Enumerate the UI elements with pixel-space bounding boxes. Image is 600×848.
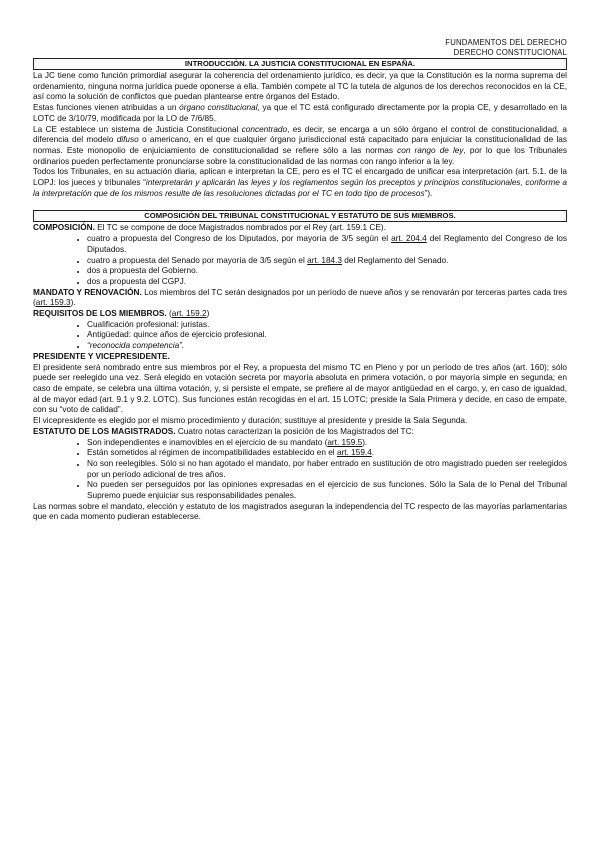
vicepresidente-paragraph: El vicepresidente es elegido por el mismo procedimiento y duración; sustituye al presidente y preside la Sala Segunda. — [33, 416, 468, 426]
intro-paragraph-1: La JC tiene como función primordial asegurar la coherencia del ordenamiento jurídico, es decir, ya que la Constitución es la norma suprema del ordenamiento, ninguna norma jurídica puede oponerse a ella. También compete al TC la tutela de algunos de los derechos reconocidos en la CE, así como la solución de conflictos que puedan plantearse entre órganos del Estado. — [33, 71, 567, 102]
estatuto-heading: ESTATUTO DE LOS MAGISTRADOS. Cuatro notas caracterizan la posición de los Magistrados del TC: — [33, 426, 414, 436]
article-link[interactable]: art. 159.3 — [35, 298, 71, 308]
section-title-introduccion: INTRODUCCIÓN. LA JUSTICIA CONSTITUCIONAL EN ESPAÑA. — [33, 58, 567, 70]
closing-paragraph: Las normas sobre el mandato, elección y estatuto de los magistrados aseguran la independencia del TC respecto de las mayorías parlamentarias que en cada momento pudieran establecerse. — [33, 501, 567, 522]
list-item: • dos a propuesta del CGPJ. — [87, 277, 567, 288]
list-item: • Antigüedad: quince años de ejercicio profesional. — [87, 330, 567, 341]
section-title-composicion: COMPOSICIÓN DEL TRIBUNAL CONSTITUCIONAL Y ESTATUTO DE SUS MIEMBROS. — [33, 210, 567, 222]
intro-paragraph-3: La CE establece un sistema de Justicia Constitucional concentrado, es decir, se encarga a un sólo órgano el control de constitucionalidad, a diferencia del modelo difuso o americano, en el que cualquier órgano jurisdiccional está capacitado para enjuiciar la constitucionalidad de las normas. Este monopolio de enjuiciamiento de constitucionalidad se refiere sólo a las normas con rango de ley, por lo que los Tribunales ordinarios pueden perfectamente pronunciarse sobre la constitucionalidad de las normas con rango inferior a la ley. — [33, 124, 568, 166]
list-item: • cuatro a propuesta del Senado por mayoría de 3/5 según el art. 184.3 del Reglamento del Senado. — [87, 256, 567, 267]
list-item: • No son reelegibles. Sólo si no han agotado el mandato, por haber entrado en sustitución de otro magistrado pueden ser reelegidos por un período adicional de tres años. — [87, 459, 567, 480]
article-link[interactable]: art. 159.5 — [327, 437, 363, 447]
list-item: • Cualificación profesional: juristas. — [87, 320, 567, 331]
article-link[interactable]: art. 184.3 — [307, 255, 343, 265]
intro-paragraph-2: Estas funciones vienen atribuidas a un órgano constitucional, ya que el TC está configurado directamente por la propia CE, y desarrollado en la LOTC de 3/10/79, modificada por la LO de 7/6/85. — [33, 103, 567, 123]
list-item: • No pueden ser perseguidos por las opiniones expresadas en el ejercicio de sus funciones. Sólo la Sala de lo Penal del Tribunal Supremo puede enjuiciar sus responsabilidades penales. — [87, 480, 567, 501]
running-header — [33, 38, 567, 58]
header-course: DERECHO CONSTITUCIONAL — [453, 48, 567, 57]
header-subject: FUNDAMENTOS DEL DERECHO — [445, 38, 567, 47]
requisitos-list — [33, 320, 567, 352]
intro-paragraph-4: Todos los Tribunales, en su actuación diaria, aplican e interpretan la CE, pero es el TC el encargado de unificar esa interpretación (art. 5.1. de la LOPJ: los jueces y tribunales “interpretarán y aplicarán las leyes y los reglamentos según los preceptos y principios constitucionales, conforme a la interpretación que de los mismos resulte de las resoluciones dictadas por el TC en todo tipo de procesos”). — [33, 167, 567, 198]
composicion-paragraph: COMPOSICIÓN. El TC se compone de doce Magistrados nombrados por el Rey (art. 159.1 CE). — [33, 223, 386, 233]
document-page — [33, 38, 567, 523]
list-item: • dos a propuesta del Gobierno. — [87, 266, 567, 277]
article-link[interactable]: art. 159.2 — [171, 309, 207, 319]
mandato-paragraph: MANDATO Y RENOVACIÓN. Los miembros del TC serán designados por un período de nueve años y se renovarán por terceras partes cada tres (art. 159.3). — [33, 287, 567, 308]
article-link[interactable]: art. 204.4 — [391, 234, 427, 244]
presidente-heading: PRESIDENTE Y VICEPRESIDENTE. — [33, 351, 170, 361]
requisitos-heading: REQUISITOS DE LOS MIEMBROS. (art. 159.2) — [33, 309, 210, 319]
list-item: • cuatro a propuesta del Congreso de los Diputados, por mayoría de 3/5 según el art. 204.4 del Reglamento del Congreso de los Diputados. — [87, 234, 567, 255]
list-item: • Son independientes e inamovibles en el ejercicio de su mandato (art. 159.5). — [87, 438, 567, 449]
list-item: • “reconocida competencia”. — [87, 341, 567, 352]
estatuto-list — [33, 438, 567, 502]
article-link[interactable]: art. 159.4 — [336, 448, 372, 458]
composicion-list — [33, 234, 567, 288]
presidente-paragraph: El presidente será nombrado entre sus miembros por el Rey, a propuesta del mismo TC en Pleno y por un período de tres años (art. 160); sólo puede ser reelegido una vez. Será elegido en votación secreta por mayoría absoluta en primera votación, o por mayoría simple en segunda; en caso de empate, se celebra una última votación, y, si persiste el empate, se prefiere al de mayor antigüedad en el cargo, y, en caso de igualdad, al de mayor edad (art. 9.1 y 9.2. LOTC). Sus funciones están recogidas en el art. 15 LOTC; preside la Sala Primera y decide, en caso de empate, con su “voto de calidad”. — [33, 362, 567, 415]
list-item: • Están sometidos al régimen de incompatibilidades establecido en el art. 159.4. — [87, 448, 567, 459]
